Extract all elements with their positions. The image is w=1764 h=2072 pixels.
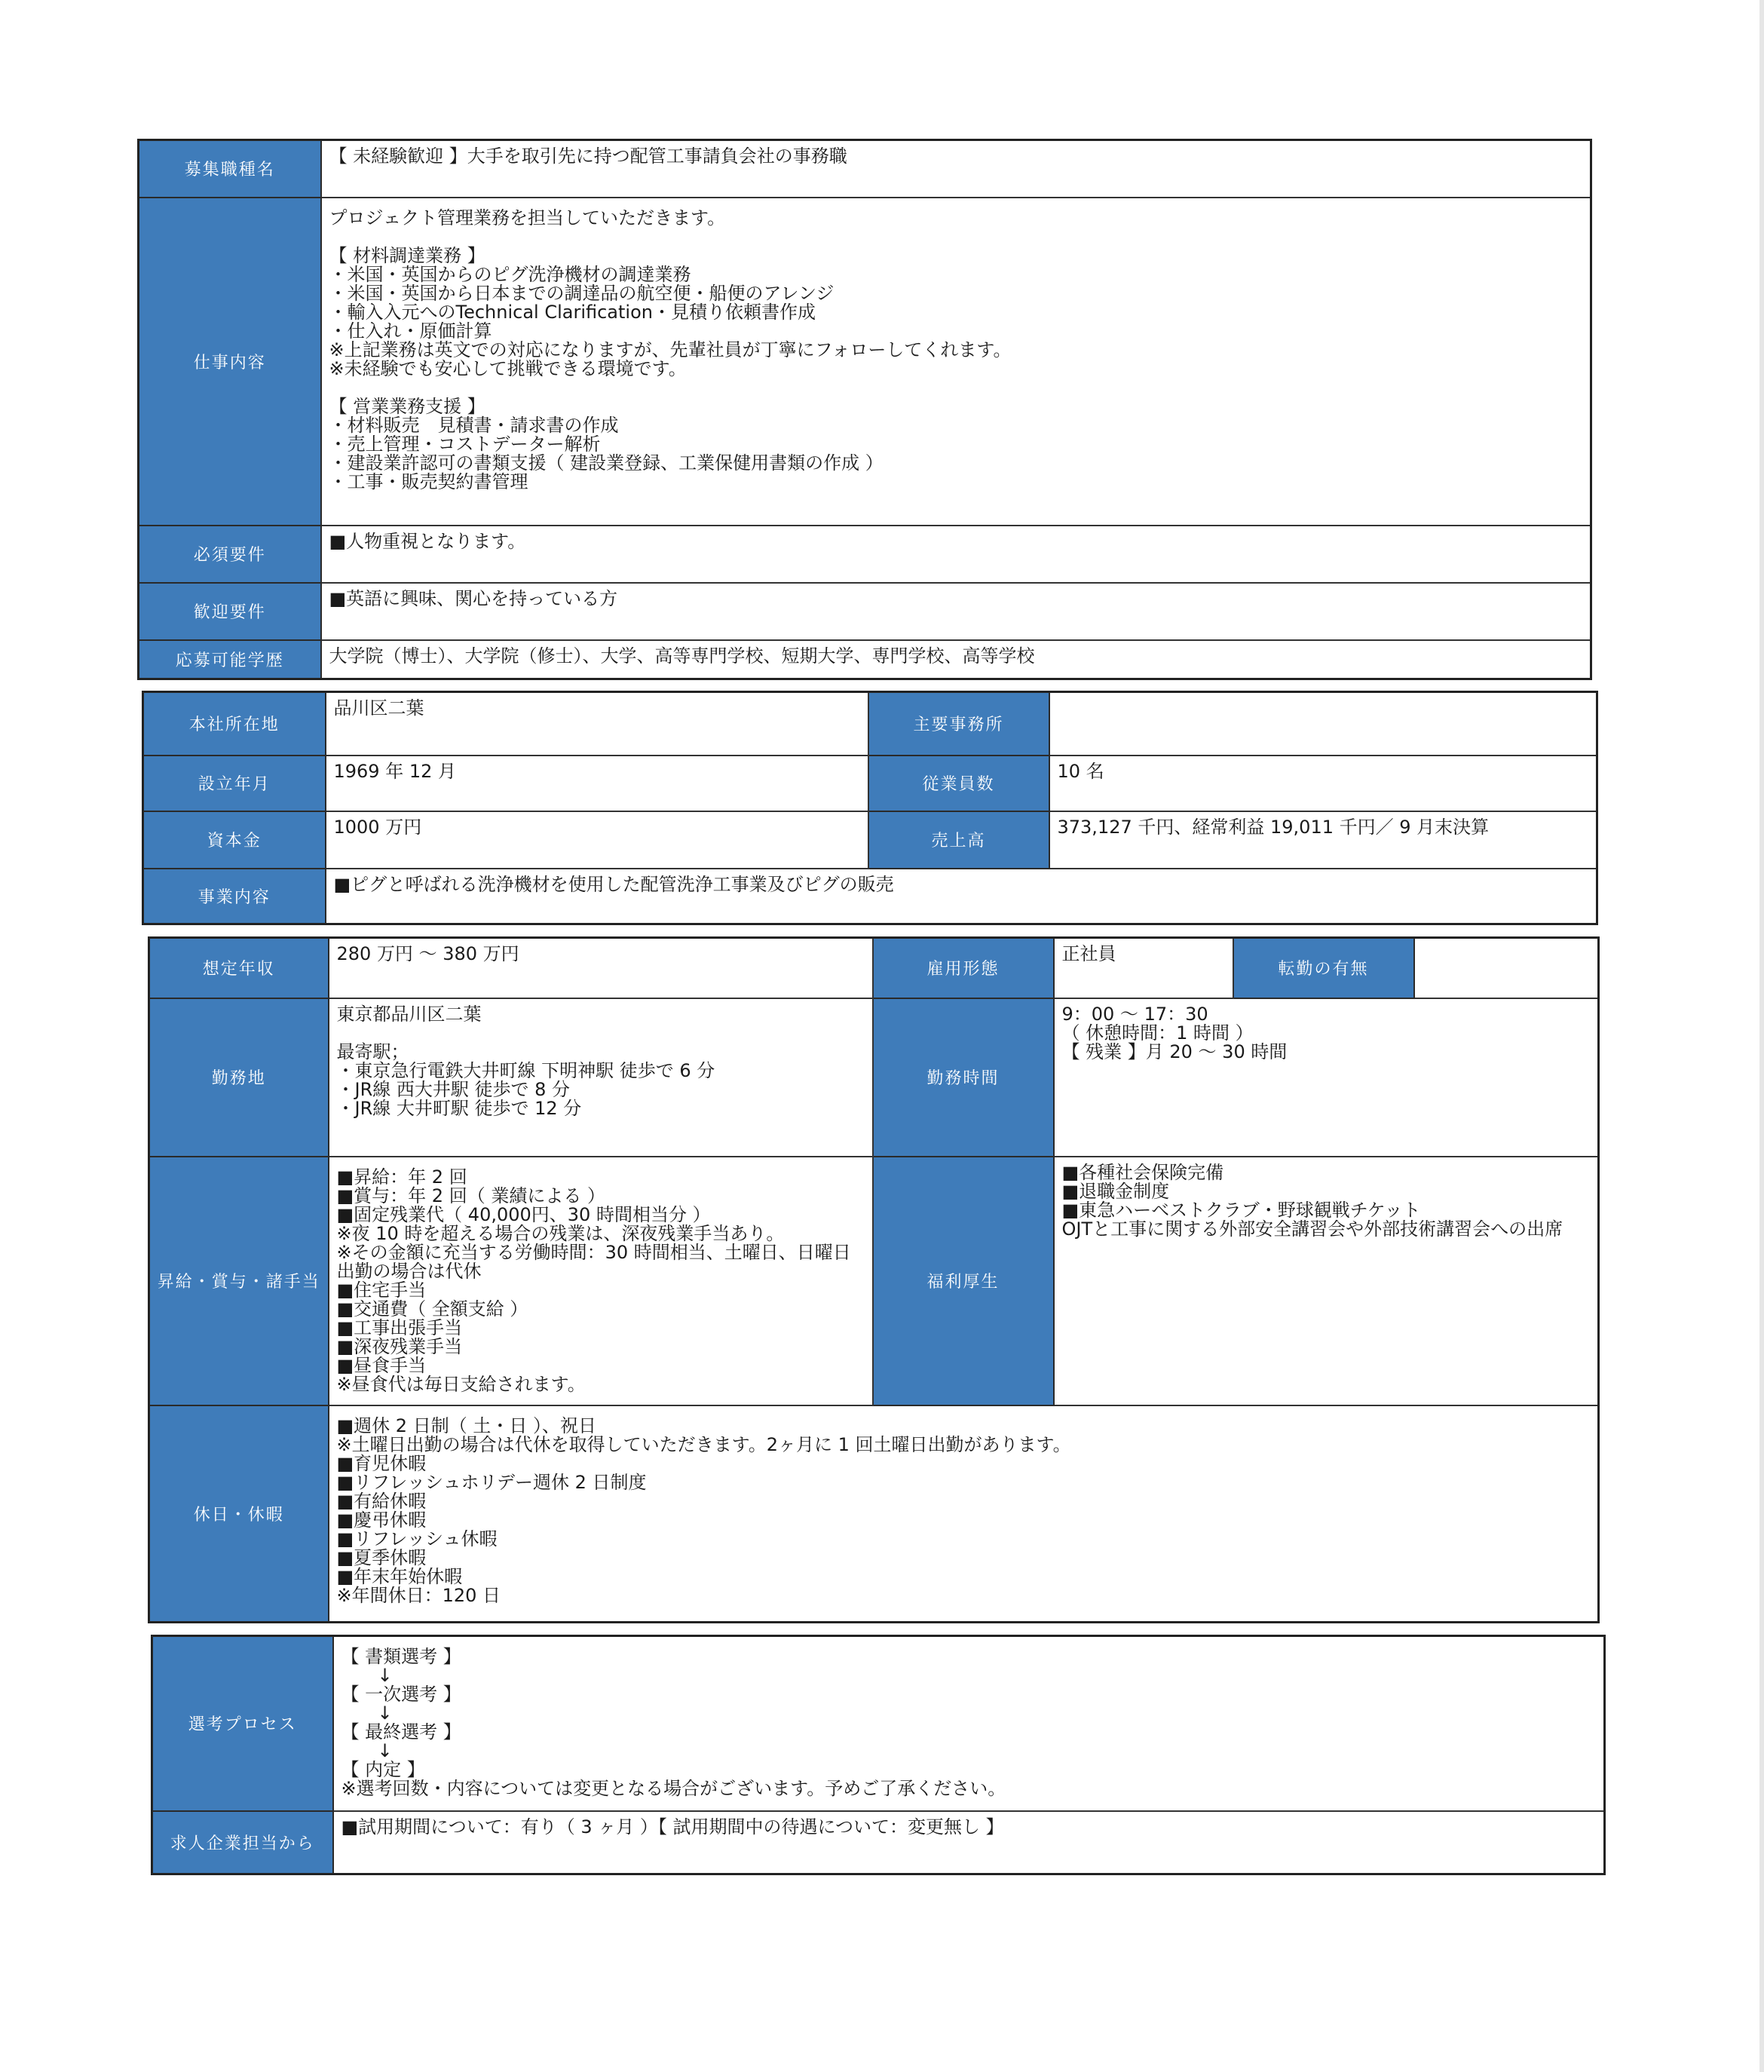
job-title-value: 【 未経験歓迎 】大手を取引先に持つ配管工事請負会社の事務職 xyxy=(321,140,1591,198)
salary-label: 想定年収 xyxy=(149,938,329,998)
main-office-label: 主要事務所 xyxy=(868,692,1049,756)
company-info-table xyxy=(142,691,1598,925)
hq-value: 品川区二葉 xyxy=(326,692,868,756)
employment-value: 正社員 xyxy=(1054,938,1233,998)
employment-label: 雇用形態 xyxy=(873,938,1054,998)
capital-label: 資本金 xyxy=(143,811,326,869)
employees-label: 従業員数 xyxy=(868,756,1049,811)
hq-label: 本社所在地 xyxy=(143,692,326,756)
holidays-label: 休日・休暇 xyxy=(149,1405,329,1623)
sales-label: 売上高 xyxy=(868,811,1049,869)
from-company-value: ■試用期間について：有り（ 3 ヶ月 ）【 試用期間中の待遇について：変更無し 】 xyxy=(333,1811,1605,1874)
salary-value: 280 万円 ～ 380 万円 xyxy=(329,938,873,998)
founded-value: 1969 年 12 月 xyxy=(326,756,868,811)
process-value: 【 書類選考 】 ↓ 【 一次選考 】 ↓ 【 最終選考 】 ↓ 【 内定 】 ※選考回数・内容については変更となる場合がございます。予めご了承ください。 xyxy=(333,1636,1605,1811)
location-value: 東京都品川区二葉 最寄駅； ・東京急行電鉄大井町線 下明神駅 徒歩で 6 分 ・JR線 西大井駅 徒歩で 8 分 ・JR線 大井町駅 徒歩で 12 分 xyxy=(329,998,873,1157)
employees-value: 10 名 xyxy=(1049,756,1597,811)
from-company-label: 求人企業担当から xyxy=(152,1811,333,1874)
main-office-value xyxy=(1049,692,1597,756)
education-value: 大学院（博士）、大学院（修士）、大学、高等専門学校、短期大学、専門学校、高等学校 xyxy=(321,640,1591,679)
welfare-value: ■各種社会保険完備 ■退職金制度 ■東急ハーベストクラブ・野球観戦チケット OJTと工事に関する外部安全講習会や外部技術講習会への出席 xyxy=(1054,1157,1599,1405)
raises-label: 昇給・賞与・諸手当 xyxy=(149,1157,329,1405)
founded-label: 設立年月 xyxy=(143,756,326,811)
page-edge-shadow xyxy=(1759,0,1764,2072)
transfer-label: 転勤の有無 xyxy=(1233,938,1414,998)
process-label: 選考プロセス xyxy=(152,1636,333,1811)
education-label: 応募可能学歴 xyxy=(139,640,321,679)
business-value: ■ピグと呼ばれる洗浄機材を使用した配管洗浄工事業及びピグの販売 xyxy=(326,869,1597,924)
welcome-value: ■英語に興味、関心を持っている方 xyxy=(321,583,1591,640)
capital-value: 1000 万円 xyxy=(326,811,868,869)
sales-value: 373,127 千円、経常利益 19,011 千円／ 9 月末決算 xyxy=(1049,811,1597,869)
welcome-label: 歓迎要件 xyxy=(139,583,321,640)
conditions-table xyxy=(148,936,1600,1623)
job-overview-table xyxy=(137,139,1592,680)
job-title-label: 募集職種名 xyxy=(139,140,321,198)
holidays-value: ■週休 2 日制（ 土・日 ）、祝日 ※土曜日出勤の場合は代休を取得していただきます。2ヶ月に 1 回土曜日出勤があります。 ■育児休暇 ■リフレッシュホリデー週休 2 日制度 ■有給休暇 ■慶弔休暇 ■リフレッシュ休暇 ■夏季休暇 ■年末年始休暇 ※年間休日：120 日 xyxy=(329,1405,1599,1623)
job-content-value: プロジェクト管理業務を担当していただきます。 【 材料調達業務 】 ・米国・英国からのピグ洗浄機材の調達業務 ・米国・英国から日本までの調達品の航空便・船便のアレンジ ・輸入入元へのTechnical Clarification・見積り依頼書作成 ・仕入れ・原価計算 ※上記業務は英文での対応になりますが、先輩社員が丁寧にフォローしてくれます。 ※未経験でも安心して挑戦できる環境です。 【 営業業務支援 】 ・材料販売 見積書・請求書の作成 ・売上管理・コストデーター解析 ・建設業許認可の書類支援（ 建設業登録、工業保健用書類の作成 ） ・工事・販売契約書管理 xyxy=(321,198,1591,526)
location-label: 勤務地 xyxy=(149,998,329,1157)
hours-value: 9：00 ～ 17：30 （ 休憩時間：1 時間 ） 【 残業 】月 20 ～ 30 時間 xyxy=(1054,998,1599,1157)
selection-table xyxy=(151,1635,1606,1875)
welfare-label: 福利厚生 xyxy=(873,1157,1054,1405)
business-label: 事業内容 xyxy=(143,869,326,924)
required-value: ■人物重視となります。 xyxy=(321,526,1591,583)
required-label: 必須要件 xyxy=(139,526,321,583)
raises-value: ■昇給：年 2 回 ■賞与：年 2 回（ 業績による ） ■固定残業代（ 40,000円、30 時間相当分 ） ※夜 10 時を超える場合の残業は、深夜残業手当あり。 ※その金額に充当する労働時間：30 時間相当、土曜日、日曜日出勤の場合は代休 ■住宅手当 ■交通費（ 全額支給 ） ■工事出張手当 ■深夜残業手当 ■昼食手当 ※昼食代は毎日支給されます。 xyxy=(329,1157,873,1405)
job-content-label: 仕事内容 xyxy=(139,198,321,526)
hours-label: 勤務時間 xyxy=(873,998,1054,1157)
transfer-value xyxy=(1414,938,1599,998)
